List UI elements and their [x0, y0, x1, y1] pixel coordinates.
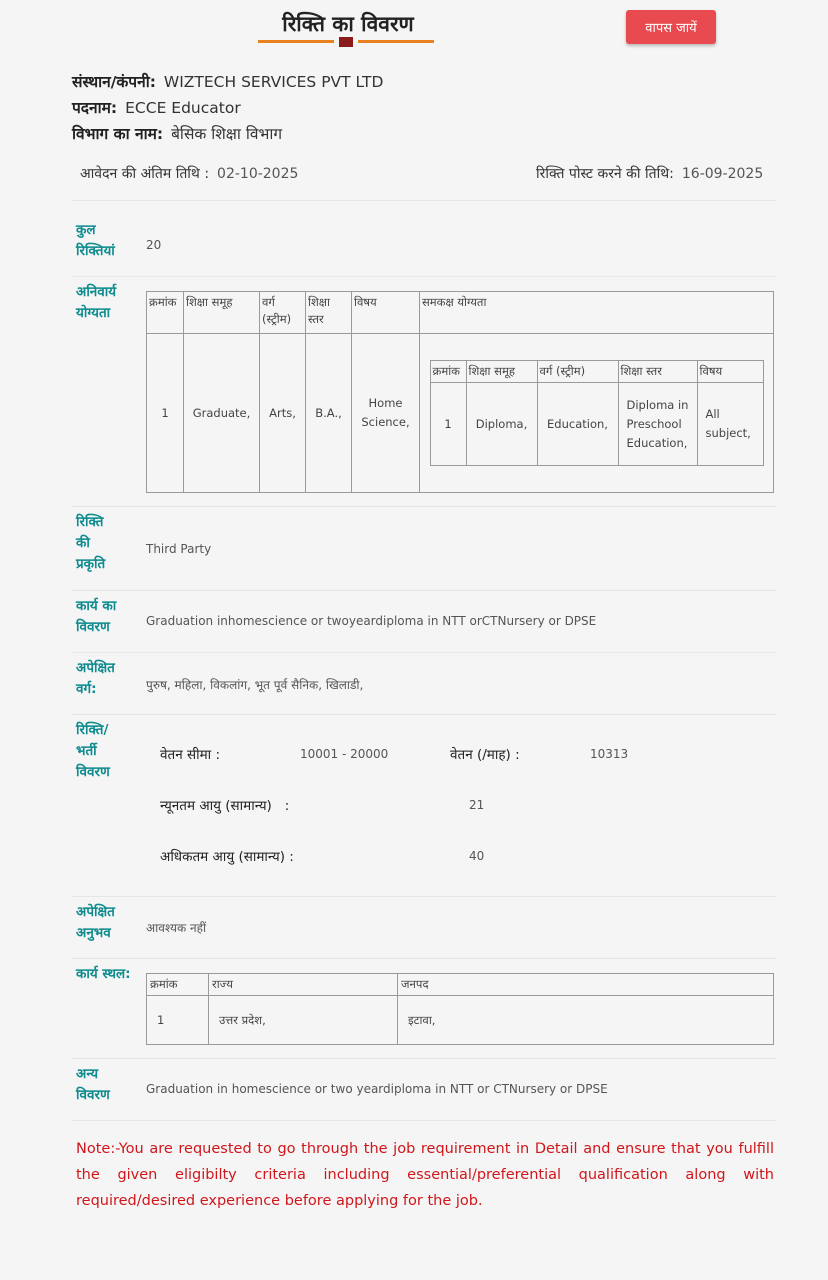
column-header: राज्य — [209, 974, 398, 996]
qualification-label: अनिवार्य योग्यता — [76, 284, 117, 321]
expected-category-label: अपेक्षित वर्ग: — [76, 660, 115, 697]
last-date-row — [80, 164, 298, 183]
table-cell: उत्तर प्रदेश, — [209, 996, 398, 1045]
divider — [72, 896, 776, 897]
column-header: शिक्षा समूह — [466, 361, 537, 383]
table-cell: B.A., — [306, 334, 352, 493]
column-header: शिक्षा समूह — [184, 292, 260, 334]
table-cell: 1 — [430, 383, 466, 466]
page-header — [0, 0, 828, 60]
title-underline-left — [258, 40, 334, 43]
back-button[interactable]: वापस जायें — [626, 10, 716, 44]
table-row — [430, 383, 763, 466]
table-cell: 1 — [147, 334, 184, 493]
column-header: क्रमांक — [147, 292, 184, 334]
column-header: विषय — [697, 361, 763, 383]
last-date-value: 02-10-2025 — [217, 166, 299, 182]
department-label: विभाग का नाम: — [72, 125, 164, 143]
column-header: विषय — [352, 292, 420, 334]
column-header: क्रमांक — [147, 974, 209, 996]
column-header: वर्ग (स्ट्रीम) — [537, 361, 618, 383]
vacancy-nature-value: Third Party — [146, 542, 212, 556]
min-age-value: 21 — [469, 798, 485, 812]
table-cell: Home Science, — [352, 334, 420, 493]
monthly-pay-value: 10313 — [590, 747, 629, 761]
column-header: वर्ग (स्ट्रीम) — [260, 292, 306, 334]
posted-date-label: रिक्ति पोस्ट करने की तिथि: — [536, 166, 674, 182]
divider — [72, 200, 776, 201]
table-cell: 1 — [147, 996, 209, 1045]
equivalent-cell — [420, 334, 774, 493]
divider — [72, 276, 776, 277]
department-row — [72, 122, 282, 144]
expected-experience-value: आवश्यक नहीं — [146, 921, 207, 935]
total-vacancies-label: कुल रिक्तियां — [76, 222, 115, 259]
max-age-value: 40 — [469, 849, 485, 863]
table-cell: Diploma, — [466, 383, 537, 466]
equivalent-qualification-table — [430, 360, 764, 466]
table-header-row — [147, 292, 774, 334]
table-cell: Education, — [537, 383, 618, 466]
posted-date-value: 16-09-2025 — [681, 166, 764, 182]
page-title: रिक्ति का विवरण — [282, 12, 414, 36]
divider — [72, 1058, 776, 1059]
max-age-label: अधिकतम आयु (सामान्य) : — [160, 849, 294, 865]
post-label: पदनाम: — [72, 99, 118, 117]
monthly-pay-label: वेतन (/माह) : — [450, 747, 520, 763]
work-place-table — [146, 973, 774, 1045]
last-date-label: आवेदन की अंतिम तिथि : — [80, 166, 210, 182]
vacancy-nature-label: रिक्ति की प्रकृति — [76, 514, 106, 572]
expected-category-value: पुरुष, महिला, विकलांग, भूत पूर्व सैनिक, खिलाडी, — [146, 678, 364, 692]
column-header: क्रमांक — [430, 361, 466, 383]
work-place-label: कार्य स्थल: — [76, 966, 131, 982]
title-ornament-icon — [339, 37, 353, 47]
eligibility-note: Note:-You are requested to go through the job requirement in Detail and ensure that you fulfill the given eligibilty criteria including essential/preferential qualification along with required/desired experience before applying for the job. — [76, 1141, 774, 1209]
other-details-value: Graduation in homescience or two yeardiploma in NTT or CTNursery or DPSE — [146, 1082, 608, 1096]
work-description-value: Graduation inhomescience or twoyeardiploma in NTT orCTNursery or DPSE — [146, 614, 597, 628]
expected-experience-label: अपेक्षित अनुभव — [76, 904, 115, 941]
table-cell: इटावा, — [398, 996, 774, 1045]
column-header: जनपद — [398, 974, 774, 996]
table-cell: Graduate, — [184, 334, 260, 493]
table-row — [147, 996, 774, 1045]
post-value: ECCE Educator — [125, 99, 241, 117]
posted-date-row — [536, 164, 763, 183]
table-cell: Arts, — [260, 334, 306, 493]
divider — [72, 958, 776, 959]
table-cell: All subject, — [697, 383, 763, 466]
total-vacancies-value: 20 — [146, 238, 162, 252]
post-row — [72, 96, 241, 118]
recruitment-details-label: रिक्ति/ भर्ती विवरण — [76, 722, 110, 780]
pay-range-label: वेतन सीमा : — [160, 747, 221, 763]
column-header: शिक्षा स्तर — [306, 292, 352, 334]
work-description-label: कार्य का विवरण — [76, 598, 117, 635]
table-header-row — [147, 974, 774, 996]
other-details-label: अन्य विवरण — [76, 1066, 110, 1103]
divider — [72, 506, 776, 507]
divider — [72, 652, 776, 653]
column-header: समकक्ष योग्यता — [420, 292, 774, 334]
min-age-label: न्यूनतम आयु (सामान्य) : — [160, 798, 290, 814]
company-row — [72, 70, 383, 92]
table-header-row — [430, 361, 763, 383]
divider — [72, 714, 776, 715]
table-row — [147, 334, 774, 493]
company-value: WIZTECH SERVICES PVT LTD — [163, 73, 384, 91]
column-header: शिक्षा स्तर — [618, 361, 697, 383]
department-value: बेसिक शिक्षा विभाग — [171, 125, 283, 143]
qualification-table — [146, 291, 774, 493]
divider — [72, 590, 776, 591]
title-underline-right — [358, 40, 434, 43]
table-cell: Diploma in Preschool Education, — [618, 383, 697, 466]
divider — [72, 1120, 776, 1121]
pay-range-value: 10001 - 20000 — [300, 747, 389, 761]
company-label: संस्थान/कंपनी: — [72, 73, 156, 91]
